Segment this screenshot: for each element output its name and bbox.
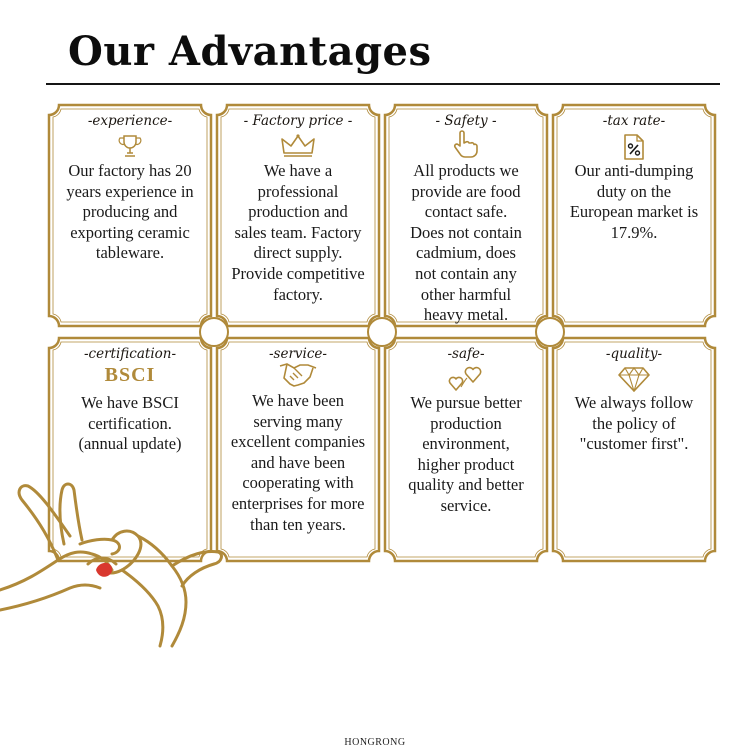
card-tax-rate [551,103,717,328]
card-label: -service- [269,346,327,362]
card-text: We have BSCI certification. (annual update) [78,393,182,454]
card-label: - Factory price - [243,113,353,129]
card-label: - Safety - [435,113,497,129]
diamond-icon [617,366,651,392]
card-label: -experience- [87,113,173,129]
card-text: We have been serving many excellent companies and have been cooperating with enterprises for more than ten years. [230,391,366,534]
card-label: -tax rate- [602,113,666,129]
card-factory-price [215,103,381,328]
card-text: All products we provide are food contact safe. Does not contain cadmium, does not contain any other harmful heavy metal. [410,161,522,325]
card-quality [551,336,717,563]
title-divider [46,83,720,85]
card-connector [199,317,229,347]
card-connector [367,317,397,347]
card-connector [535,317,565,347]
card-safety [383,103,549,328]
trophy-icon [117,133,143,159]
brand-footer: HONGRONG [344,737,406,748]
card-text: Our anti-dumping duty on the European market is 17.9%. [569,161,699,242]
card-label: -quality- [605,346,663,362]
card-label: -certification- [83,346,177,362]
handshake-icon [278,360,318,388]
hand-pointer-icon [451,129,481,159]
card-label: -safe- [447,346,485,362]
card-text: We pursue better production environment, higher product quality and better service. [408,393,524,515]
page-title: Our Advantages [68,28,432,75]
heart-hands-illustration [0,470,250,650]
bsci-badge: BSCI [104,364,156,386]
card-safe [383,336,549,563]
percent-document-icon [622,133,646,161]
hearts-icon [447,366,485,392]
card-text: We have a professional production and sales team. Factory direct supply. Provide competitive factory. [231,161,365,304]
card-experience [47,103,213,328]
card-text: Our factory has 20 years experience in producing and exporting ceramic tableware. [66,161,194,263]
crown-icon [280,133,316,159]
card-text: We always follow the policy of "customer first". [574,393,694,454]
